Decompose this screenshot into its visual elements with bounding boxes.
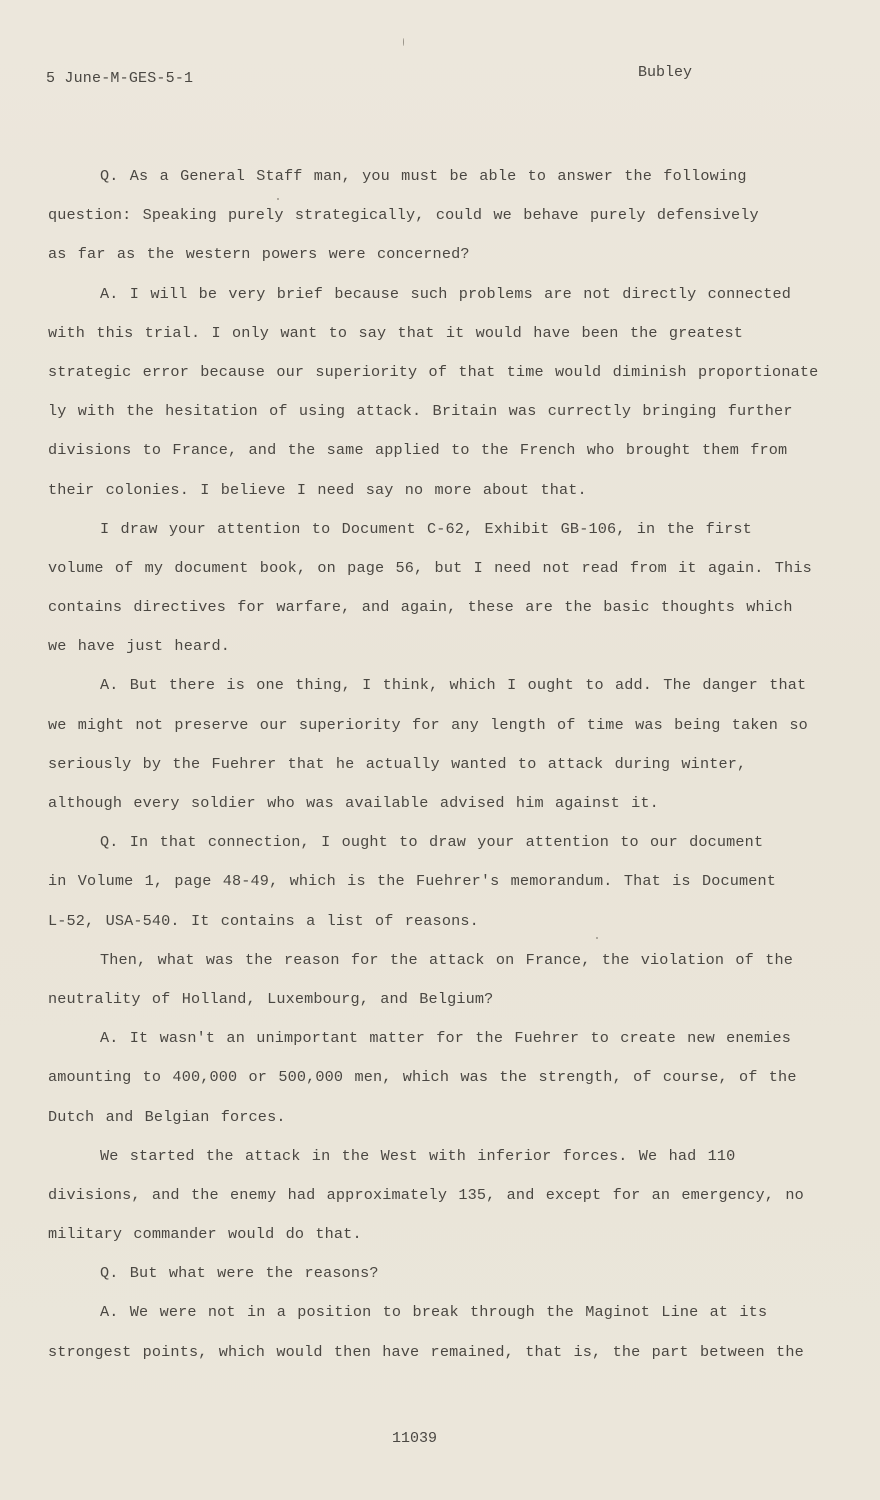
reporter-name: Bubley xyxy=(638,64,693,81)
text-line: I draw your attention to Document C-62, Exhibit GB-106, in the first xyxy=(100,519,752,538)
page-number: 11039 xyxy=(392,1430,438,1447)
text-line: Q. As a General Staff man, you must be able to answer the following xyxy=(100,167,747,185)
text-line: their colonies. I believe I need say no more about that. xyxy=(48,480,587,499)
text-line: A. We were not in a position to break through the Maginot Line at its xyxy=(100,1303,768,1322)
text-line: military commander would do that. xyxy=(48,1225,362,1244)
document-reference: 5 June-M-GES-5-1 xyxy=(46,70,194,87)
text-line: amounting to 400,000 or 500,000 men, which was the strength, of course, of the xyxy=(48,1068,797,1087)
text-line: Q. In that connection, I ought to draw your attention to our document xyxy=(100,833,764,852)
text-line: question: Speaking purely strategically, could we behave purely defensively xyxy=(48,206,759,225)
text-line: we have just heard. xyxy=(48,637,231,656)
text-line: A. It wasn't an unimportant matter for the Fuehrer to create new enemies xyxy=(100,1029,792,1048)
transcript-body xyxy=(48,157,820,1372)
text-line: A. But there is one thing, I think, which I ought to add. The danger that xyxy=(100,676,807,695)
text-line: although every soldier who was available advised him against it. xyxy=(48,794,659,812)
text-line: as far as the western powers were concerned? xyxy=(48,245,470,264)
text-line: Dutch and Belgian forces. xyxy=(48,1107,286,1126)
text-line: contains directives for warfare, and again, these are the basic thoughts which xyxy=(48,598,793,617)
text-line: We started the attack in the West with inferior forces. We had 110 xyxy=(100,1146,736,1165)
text-line: ly with the hesitation of using attack. Britain was currectly bringing further xyxy=(48,402,793,421)
text-line: with this trial. I only want to say that it would have been the greatest xyxy=(48,323,744,342)
paper-speck xyxy=(403,38,404,46)
text-line: strategic error because our superiority of that time would diminish proportionate xyxy=(48,362,819,381)
text-line: Q. But what were the reasons? xyxy=(100,1264,379,1283)
text-line: strongest points, which would then have remained, that is, the part between the xyxy=(48,1342,804,1361)
paper-speck xyxy=(277,198,279,200)
text-line: in Volume 1, page 48-49, which is the Fuehrer's memorandum. That is Document xyxy=(48,872,777,891)
text-line: divisions to France, and the same applied to the French who brought them from xyxy=(48,441,788,460)
text-line: divisions, and the enemy had approximately 135, and except for an emergency, no xyxy=(48,1185,804,1204)
text-line: neutrality of Holland, Luxembourg, and Belgium? xyxy=(48,989,494,1008)
text-line: L-52, USA-540. It contains a list of reasons. xyxy=(48,911,479,930)
text-line: we might not preserve our superiority for any length of time was being taken so xyxy=(48,715,808,734)
text-line: A. I will be very brief because such problems are not directly connected xyxy=(100,284,792,303)
text-line: Then, what was the reason for the attack on France, the violation of the xyxy=(100,950,794,969)
paper-speck xyxy=(596,937,598,939)
text-line: volume of my document book, on page 56, but I need not read from it again. This xyxy=(48,558,812,577)
text-line: seriously by the Fuehrer that he actually wanted to attack during winter, xyxy=(48,754,747,773)
